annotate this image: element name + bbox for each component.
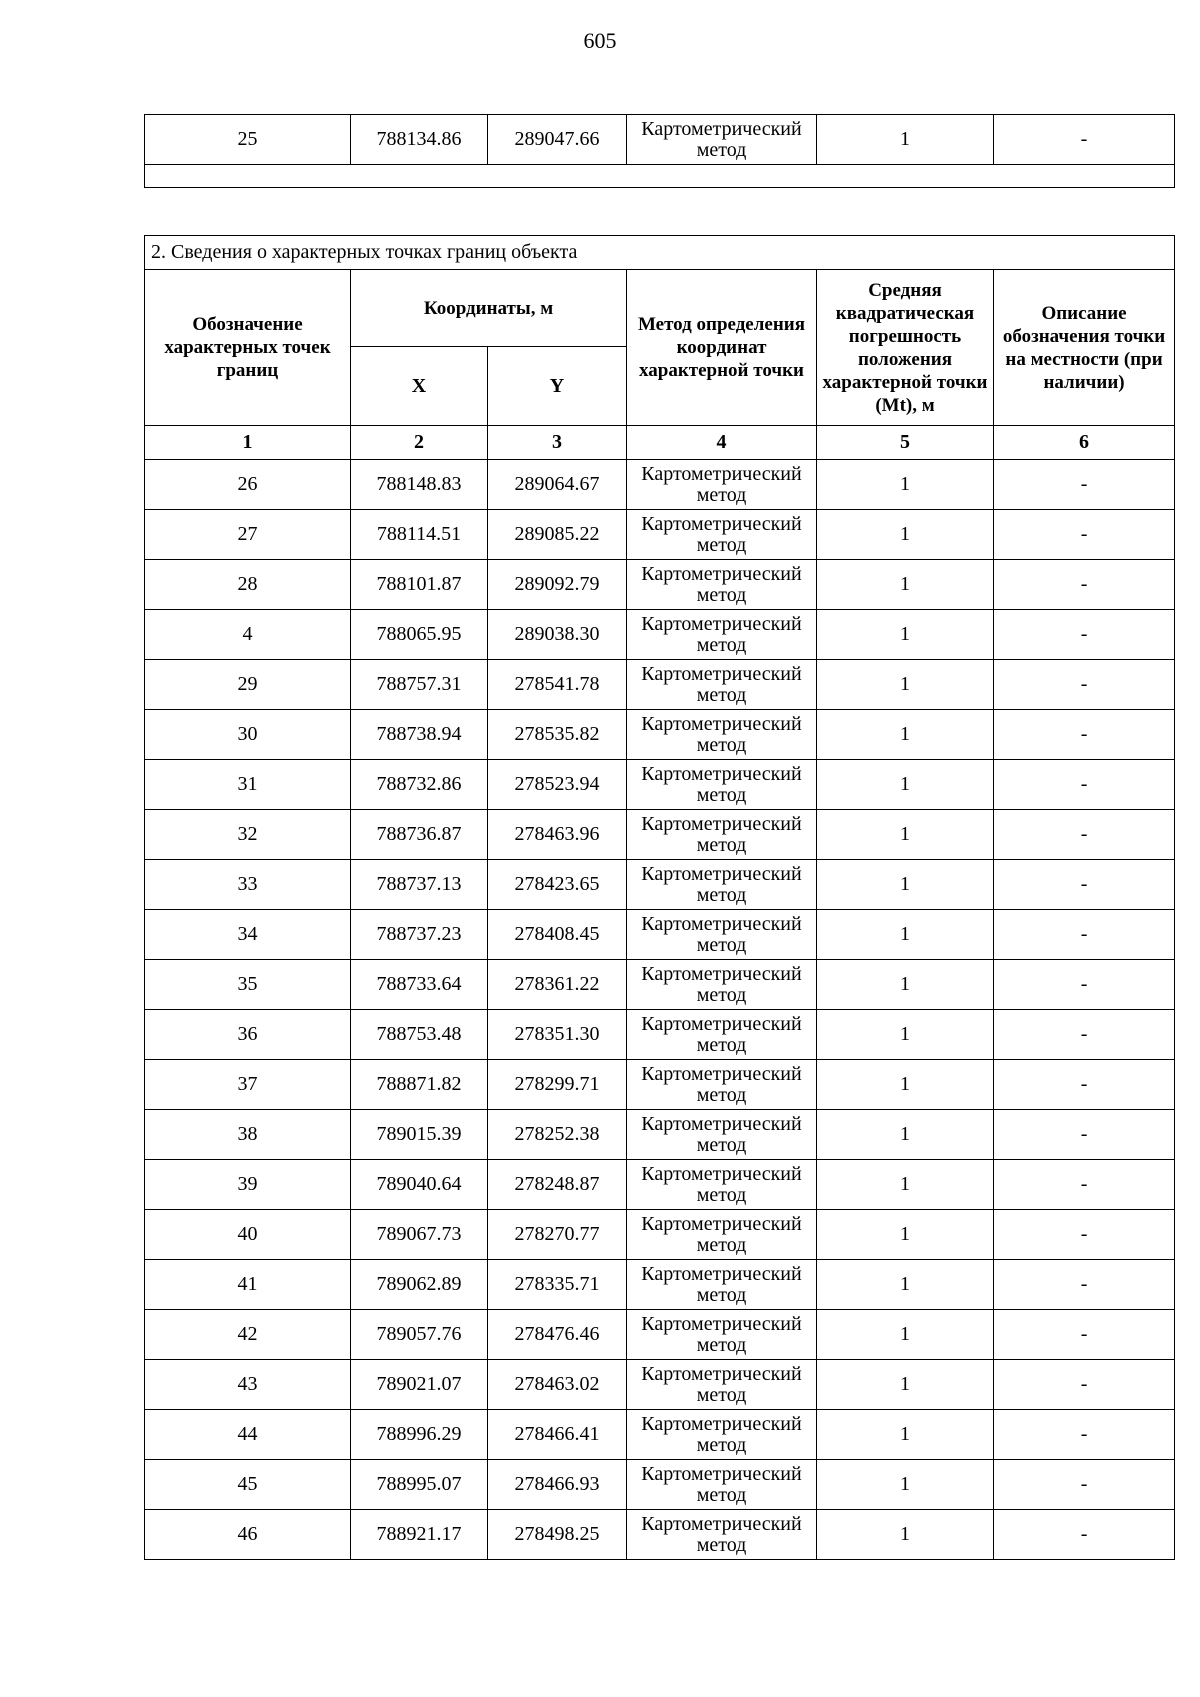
cell-method: Картометрический метод: [627, 1210, 817, 1260]
cell-error: 1: [817, 1260, 994, 1310]
cell-point: 26: [145, 460, 351, 510]
cell-point: 29: [145, 660, 351, 710]
cell-error: 1: [817, 760, 994, 810]
cell-x: 788871.82: [351, 1060, 488, 1110]
cell-x: 788732.86: [351, 760, 488, 810]
boundary-points-body: [145, 460, 1175, 1560]
cell-x: 788736.87: [351, 810, 488, 860]
cell-method: Картометрический метод: [627, 610, 817, 660]
cell-error: 1: [817, 860, 994, 910]
cell-error: 1: [817, 910, 994, 960]
cell-method: Картометрический метод: [627, 860, 817, 910]
cell-method: Картометрический метод: [627, 1360, 817, 1410]
cell-description: -: [994, 1460, 1175, 1510]
cell-method: Картометрический метод: [627, 1260, 817, 1310]
cell-description: -: [994, 460, 1175, 510]
cell-error: 1: [817, 960, 994, 1010]
header-point: Обозначение характерных точек границ: [145, 270, 351, 426]
cell-y: 278270.77: [488, 1210, 627, 1260]
cell-error: 1: [817, 1160, 994, 1210]
table-row: [145, 1510, 1175, 1560]
continuation-table-body: [145, 115, 1175, 188]
cell-method: Картометрический метод: [627, 510, 817, 560]
table-row: [145, 910, 1175, 960]
cell-y: 278335.71: [488, 1260, 627, 1310]
cell-point: 35: [145, 960, 351, 1010]
cell-point: 4: [145, 610, 351, 660]
cell-method: Картометрический метод: [627, 560, 817, 610]
table-row: [145, 1060, 1175, 1110]
cell-description: -: [994, 960, 1175, 1010]
cell-description: -: [994, 560, 1175, 610]
cell-point: 34: [145, 910, 351, 960]
cell-description: -: [994, 660, 1175, 710]
cell-method: Картометрический метод: [627, 1510, 817, 1560]
cell-point: 44: [145, 1410, 351, 1460]
cell-y: 289038.30: [488, 610, 627, 660]
cell-point: 30: [145, 710, 351, 760]
cell-point: 25: [145, 115, 351, 165]
table-row: [145, 1460, 1175, 1510]
cell-point: 45: [145, 1460, 351, 1510]
cell-x: 789057.76: [351, 1310, 488, 1360]
cell-method: Картометрический метод: [627, 460, 817, 510]
column-number: 6: [994, 426, 1175, 460]
cell-description: -: [994, 1310, 1175, 1360]
cell-method: Картометрический метод: [627, 660, 817, 710]
cell-method: Картометрический метод: [627, 1110, 817, 1160]
table-row: [145, 1110, 1175, 1160]
cell-method: Картометрический метод: [627, 115, 817, 165]
cell-x: 788148.83: [351, 460, 488, 510]
cell-y: 278463.02: [488, 1360, 627, 1410]
cell-point: 40: [145, 1210, 351, 1260]
cell-error: 1: [817, 1360, 994, 1410]
cell-point: 39: [145, 1160, 351, 1210]
table-row: [145, 1360, 1175, 1410]
table-row: [145, 1010, 1175, 1060]
cell-y: 278476.46: [488, 1310, 627, 1360]
table-row: [145, 1410, 1175, 1460]
cell-point: 33: [145, 860, 351, 910]
table-caption: 2. Сведения о характерных точках границ объекта: [145, 236, 1175, 270]
cell-x: 788737.13: [351, 860, 488, 910]
cell-description: -: [994, 1260, 1175, 1310]
cell-x: 788995.07: [351, 1460, 488, 1510]
column-number: 3: [488, 426, 627, 460]
column-number: 2: [351, 426, 488, 460]
cell-method: Картометрический метод: [627, 1310, 817, 1360]
cell-y: 289085.22: [488, 510, 627, 560]
cell-point: 28: [145, 560, 351, 610]
cell-x: 788921.17: [351, 1510, 488, 1560]
column-number: 4: [627, 426, 817, 460]
cell-x: 789040.64: [351, 1160, 488, 1210]
cell-x: 788114.51: [351, 510, 488, 560]
empty-cell: [145, 165, 1175, 188]
cell-error: 1: [817, 1060, 994, 1110]
cell-point: 36: [145, 1010, 351, 1060]
cell-method: Картометрический метод: [627, 1010, 817, 1060]
empty-row: [145, 165, 1175, 188]
cell-method: Картометрический метод: [627, 810, 817, 860]
cell-x: 788134.86: [351, 115, 488, 165]
table-row: [145, 660, 1175, 710]
cell-x: 789062.89: [351, 1260, 488, 1310]
cell-point: 46: [145, 1510, 351, 1560]
cell-y: 278423.65: [488, 860, 627, 910]
header-method: Метод определения координат характерной точки: [627, 270, 817, 426]
continuation-table: [144, 114, 1175, 188]
cell-x: 788757.31: [351, 660, 488, 710]
cell-description: -: [994, 910, 1175, 960]
table-row: [145, 610, 1175, 660]
cell-point: 38: [145, 1110, 351, 1160]
cell-description: -: [994, 1060, 1175, 1110]
cell-point: 42: [145, 1310, 351, 1360]
cell-y: 278466.93: [488, 1460, 627, 1510]
cell-description: -: [994, 1110, 1175, 1160]
header-description: Описание обозначения точки на местности (при наличии): [994, 270, 1175, 426]
table-row: [145, 560, 1175, 610]
table-row: [145, 1310, 1175, 1360]
cell-error: 1: [817, 710, 994, 760]
cell-method: Картометрический метод: [627, 910, 817, 960]
cell-point: 32: [145, 810, 351, 860]
cell-method: Картометрический метод: [627, 1460, 817, 1510]
cell-error: 1: [817, 1310, 994, 1360]
cell-method: Картометрический метод: [627, 1060, 817, 1110]
cell-point: 37: [145, 1060, 351, 1110]
header-coordinates: Координаты, м: [351, 270, 627, 347]
cell-description: -: [994, 810, 1175, 860]
cell-point: 41: [145, 1260, 351, 1310]
cell-y: 289064.67: [488, 460, 627, 510]
column-number: 1: [145, 426, 351, 460]
cell-description: -: [994, 760, 1175, 810]
cell-y: 289047.66: [488, 115, 627, 165]
table-row: [145, 460, 1175, 510]
cell-description: -: [994, 1010, 1175, 1060]
cell-x: 789021.07: [351, 1360, 488, 1410]
cell-error: 1: [817, 1460, 994, 1510]
cell-method: Картометрический метод: [627, 1410, 817, 1460]
cell-description: -: [994, 1160, 1175, 1210]
cell-error: 1: [817, 560, 994, 610]
cell-description: -: [994, 860, 1175, 910]
header-error: Средняя квадратическая погрешность положения характерной точки (Mt), м: [817, 270, 994, 426]
table-row: [145, 710, 1175, 760]
cell-y: 278351.30: [488, 1010, 627, 1060]
cell-y: 278466.41: [488, 1410, 627, 1460]
cell-x: 788065.95: [351, 610, 488, 660]
cell-description: -: [994, 1410, 1175, 1460]
cell-error: 1: [817, 460, 994, 510]
cell-description: -: [994, 710, 1175, 760]
cell-y: 278535.82: [488, 710, 627, 760]
header-x: X: [351, 347, 488, 426]
cell-error: 1: [817, 610, 994, 660]
cell-error: 1: [817, 1110, 994, 1160]
cell-error: 1: [817, 1410, 994, 1460]
cell-description: -: [994, 610, 1175, 660]
cell-method: Картометрический метод: [627, 760, 817, 810]
cell-error: 1: [817, 510, 994, 560]
cell-description: -: [994, 115, 1175, 165]
cell-description: -: [994, 1510, 1175, 1560]
cell-x: 788101.87: [351, 560, 488, 610]
cell-x: 788737.23: [351, 910, 488, 960]
cell-y: 278523.94: [488, 760, 627, 810]
cell-error: 1: [817, 660, 994, 710]
cell-y: 278252.38: [488, 1110, 627, 1160]
cell-description: -: [994, 510, 1175, 560]
cell-x: 788733.64: [351, 960, 488, 1010]
cell-description: -: [994, 1360, 1175, 1410]
boundary-points-table: [144, 235, 1175, 1560]
cell-y: 278463.96: [488, 810, 627, 860]
cell-method: Картометрический метод: [627, 710, 817, 760]
table-row: [145, 860, 1175, 910]
table-row: [145, 810, 1175, 860]
cell-x: 789015.39: [351, 1110, 488, 1160]
cell-x: 788738.94: [351, 710, 488, 760]
cell-method: Картометрический метод: [627, 1160, 817, 1210]
cell-point: 43: [145, 1360, 351, 1410]
cell-y: 278498.25: [488, 1510, 627, 1560]
table-row: [145, 1210, 1175, 1260]
table-row: [145, 510, 1175, 560]
cell-x: 788996.29: [351, 1410, 488, 1460]
cell-error: 1: [817, 1510, 994, 1560]
cell-x: 788753.48: [351, 1010, 488, 1060]
cell-error: 1: [817, 1010, 994, 1060]
cell-error: 1: [817, 1210, 994, 1260]
column-number: 5: [817, 426, 994, 460]
cell-x: 789067.73: [351, 1210, 488, 1260]
cell-y: 278299.71: [488, 1060, 627, 1110]
header-y: Y: [488, 347, 627, 426]
table-row: [145, 1160, 1175, 1210]
table-row: [145, 115, 1175, 165]
cell-point: 27: [145, 510, 351, 560]
table-row: [145, 760, 1175, 810]
table-row: [145, 960, 1175, 1010]
cell-y: 278361.22: [488, 960, 627, 1010]
table-row: [145, 1260, 1175, 1310]
cell-method: Картометрический метод: [627, 960, 817, 1010]
cell-y: 278541.78: [488, 660, 627, 710]
cell-error: 1: [817, 810, 994, 860]
cell-point: 31: [145, 760, 351, 810]
cell-error: 1: [817, 115, 994, 165]
cell-y: 289092.79: [488, 560, 627, 610]
cell-y: 278408.45: [488, 910, 627, 960]
cell-y: 278248.87: [488, 1160, 627, 1210]
cell-description: -: [994, 1210, 1175, 1260]
page-number: 605: [583, 28, 617, 53]
